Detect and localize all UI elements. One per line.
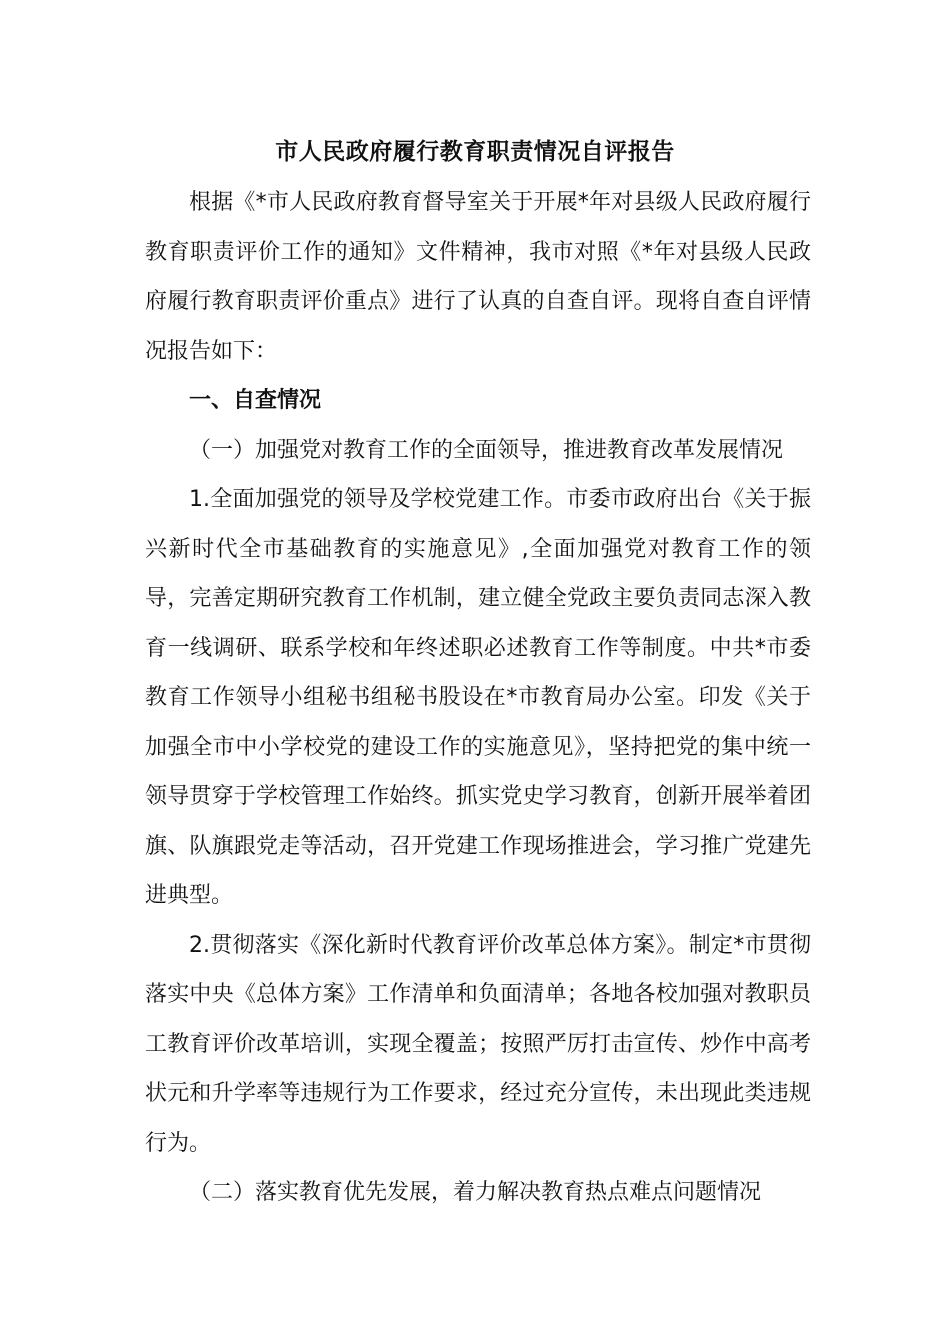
document-body [145,178,811,1218]
subsection-heading-education-priority: （二）落实教育优先发展，着力解决教育热点难点问题情况 [189,1180,762,1205]
document-title: 市人民政府履行教育职责情况自评报告 [275,139,675,165]
section-heading-self-inspection: 一、自查情况 [189,388,322,413]
subsection-heading-party-leadership: （一）加强党对教育工作的全面领导，推进教育改革发展情况 [189,437,784,463]
paragraph-party-building: 1.全面加强党的领导及学校党建工作。市委市政府出台《关于振兴新时代全市基础教育的实施意见》,全面加强党对教育工作的领导，完善定期研究教育工作机制，建立健全党政主要负责同志深入教育一线调研、联系学校和年终述职必述教育工作等制度。中共*市委教育工作领导小组秘书组秘书股设在*市教育局办公室。印发《关于加强全市中小学校党的建设工作的实施意见》，坚持把党的集中统一领导贯穿于学校管理工作始终。抓实党史学习教育，创新开展举着团旗、队旗跟党走等活动，召开党建工作现场推进会，学习推广党建先进典型。 [145,487,811,908]
paragraph-evaluation-reform: 2.贯彻落实《深化新时代教育评价改革总体方案》。制定*市贯彻落实中央《总体方案》工作清单和负面清单；各地各校加强对教职员工教育评价改革培训，实现全覆盖；按照严厉打击宣传、炒作中高考状元和升学率等违规行为工作要求，经过充分宣传，未出现此类违规行为。 [145,932,811,1156]
intro-paragraph: 根据《*市人民政府教育督导室关于开展*年对县级人民政府履行教育职责评价工作的通知》文件精神，我市对照《*年对县级人民政府履行教育职责评价重点》进行了认真的自查自评。现将自查自评情况报告如下： [145,190,811,364]
